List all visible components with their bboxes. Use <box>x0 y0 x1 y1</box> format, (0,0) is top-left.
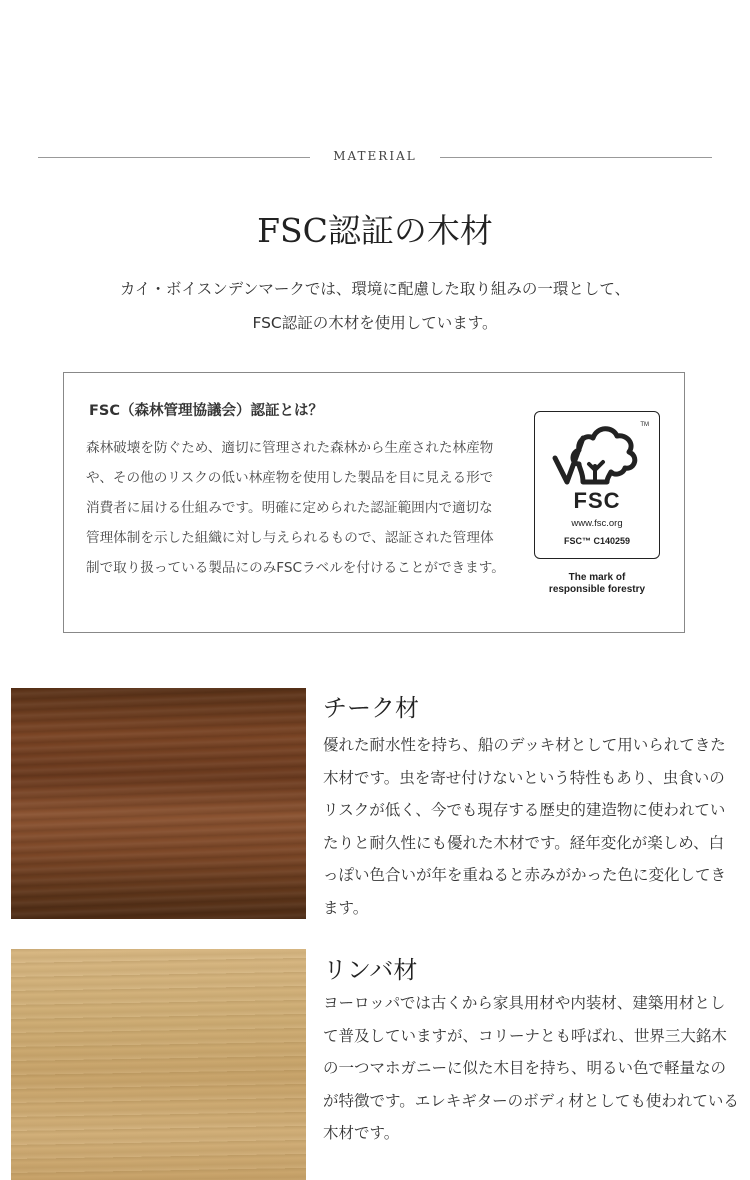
limba-description: ヨーロッパでは古くから家具用材や内装材、建築用材として普及していますが、コリーナとも呼ばれ、世界三大銘木の一つマホガニーに似た木目を持ち、明るい色で軽量なのが特徴です。エレキギターのボディ材としても使われている木材です。 <box>323 994 739 1143</box>
fsc-info-box <box>63 372 685 633</box>
fsc-logo-name: FSC <box>573 488 621 513</box>
fsc-caption-line-2: responsible forestry <box>548 584 646 595</box>
limba-wood-image <box>11 949 306 1180</box>
page-title: FSC認証の木材 <box>257 211 493 250</box>
teak-description: 優れた耐水性を持ち、船のデッキ材として用いられてきた木材です。虫を寄せ付けないという特性もあり、虫食いのリスクが低く、今でも現存する歴史的建造物に使われていたりと耐久性にも優れた木材です。経年変化が楽しめ、白っぽい色合いが年を重ねると赤みがかった色に変化してきます。 <box>323 736 727 917</box>
fsc-logo <box>534 411 660 559</box>
fsc-trademark: TM <box>640 422 649 428</box>
teak-wood-image <box>11 688 306 919</box>
section-divider-left <box>38 157 310 158</box>
fsc-description: 森林破壊を防ぐため、適切に管理された森林から生産された林産物や、その他のリスクの低い林産物を使用した製品を目に見える形で消費者に届ける仕組みです。明確に定められた認証範囲内で適切な管理体制を示した組織に対し与えられるもので、認証された管理体制で取り扱っている製品にのみFSCラベルを付けることができます。 <box>86 440 505 576</box>
intro-text <box>0 272 750 340</box>
intro-line-2: FSC認証の木材を使用しています。 <box>252 314 498 332</box>
limba-title: リンバ材 <box>323 956 418 984</box>
fsc-logo-caption <box>530 572 664 596</box>
fsc-checkmark-tree-icon <box>549 420 645 490</box>
fsc-heading: FSC（森林管理協議会）認証とは？ <box>89 403 323 419</box>
fsc-logo-url: www.fsc.org <box>571 518 623 529</box>
fsc-license-code: FSC™ C140259 <box>563 536 631 546</box>
intro-line-1: カイ・ボイスンデンマークでは、環境に配慮した取り組みの一環として、 <box>119 280 631 298</box>
section-label: MATERIAL <box>333 149 417 163</box>
fsc-caption-line-1: The mark of <box>568 572 626 583</box>
section-divider-right <box>440 157 712 158</box>
teak-title: チーク材 <box>323 694 419 722</box>
